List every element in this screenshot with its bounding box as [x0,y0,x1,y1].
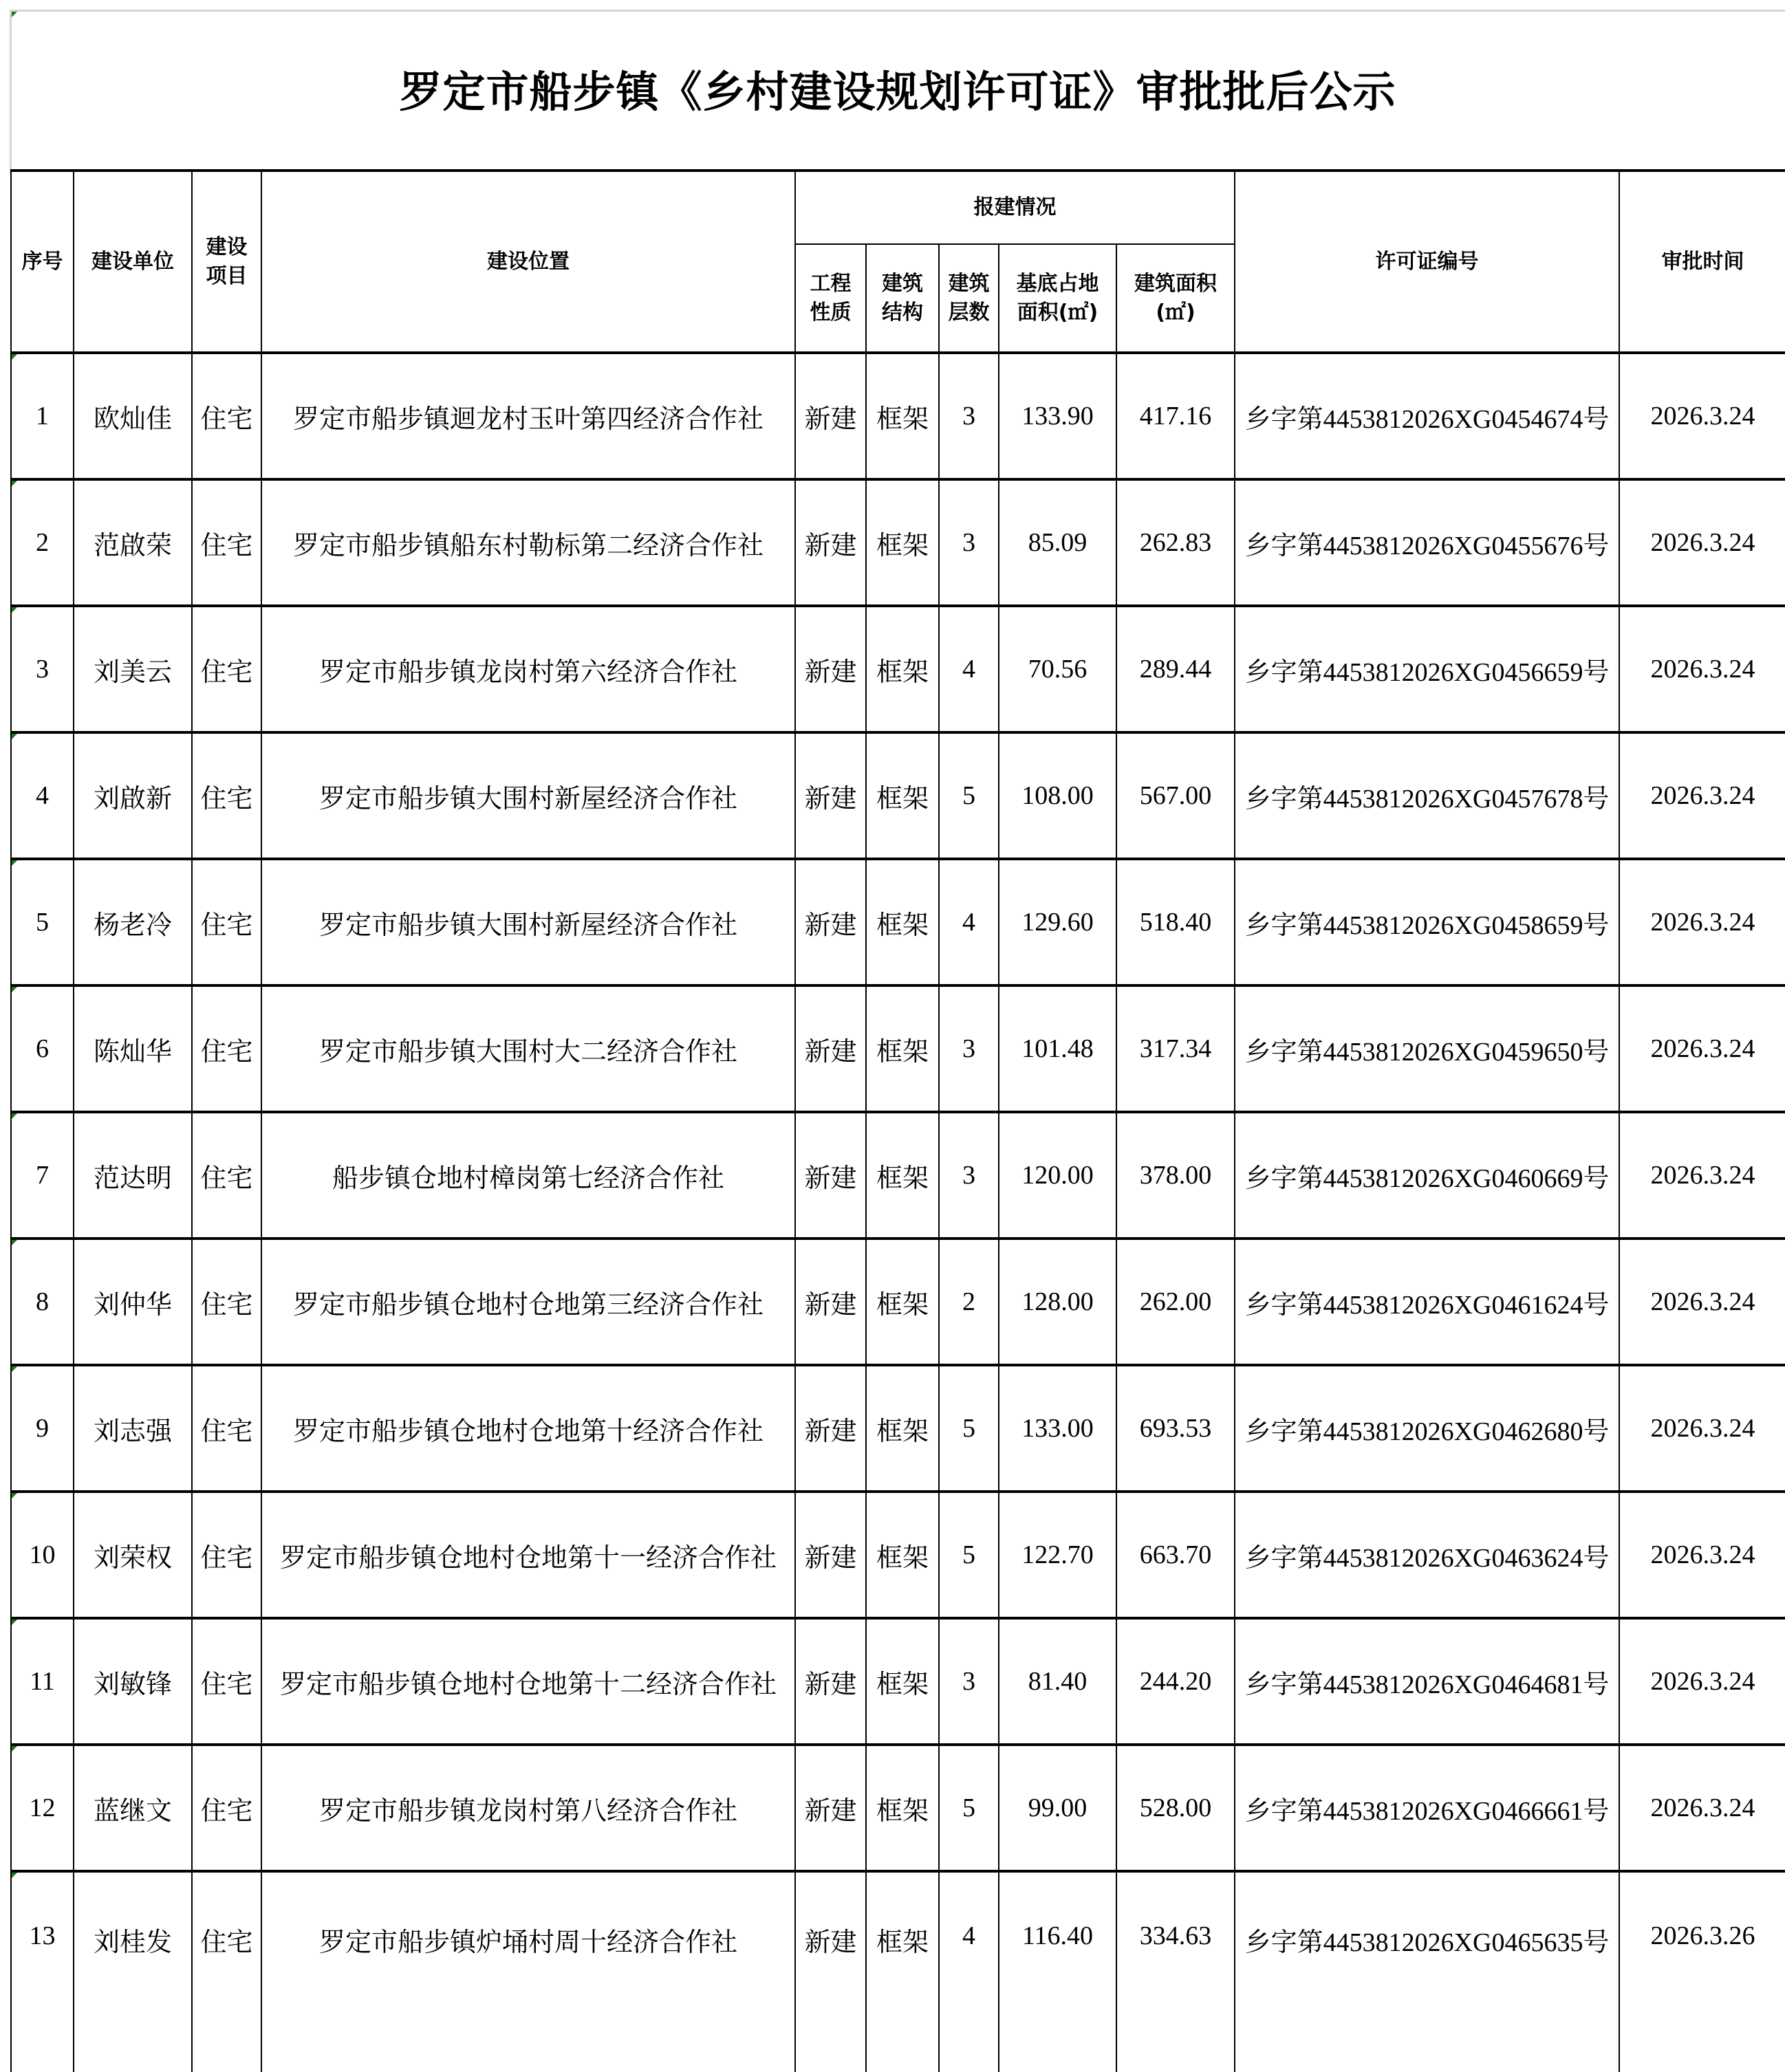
cell-comment-marker [12,1620,17,1625]
cell-seq-text: 12 [29,1793,56,1822]
cell-seq[interactable] [11,1618,74,1745]
cell-base-area[interactable]: 122.70 [999,1492,1116,1618]
header-nature [795,244,866,353]
cell-floor-area[interactable]: 262.83 [1116,479,1235,606]
cell-structure[interactable]: 框架 [866,1871,939,2072]
cell-project[interactable]: 住宅 [192,1112,261,1239]
cell-location[interactable]: 罗定市船步镇龙岗村第八经济合作社 [261,1745,795,1871]
cell-approval-date[interactable]: 2026.3.24 [1619,606,1785,732]
cell-floors[interactable]: 3 [939,1618,999,1745]
cell-seq-text: 11 [30,1667,55,1696]
cell-structure[interactable]: 框架 [866,1112,939,1239]
cell-approval-date[interactable]: 2026.3.24 [1619,985,1785,1112]
cell-permit-no[interactable]: 乡字第4453812026XG0454674号 [1235,353,1619,479]
cell-comment-marker [12,860,17,866]
cell-structure[interactable]: 框架 [866,1492,939,1618]
cell-project[interactable]: 住宅 [192,1492,261,1618]
cell-seq-text: 1 [36,402,49,430]
cell-permit-no[interactable]: 乡字第4453812026XG0461624号 [1235,1239,1619,1365]
cell-seq[interactable] [11,479,74,606]
cell-comment-marker [12,1240,17,1245]
cell-project[interactable]: 住宅 [192,1239,261,1365]
cell-seq-text: 2 [36,528,49,557]
cell-permit-no[interactable]: 乡字第4453812026XG0459650号 [1235,985,1619,1112]
table-row [11,606,1785,732]
cell-seq[interactable] [11,1112,74,1239]
cell-approval-date[interactable]: 2026.3.24 [1619,1365,1785,1492]
cell-structure[interactable]: 框架 [866,985,939,1112]
cell-seq[interactable] [11,1745,74,1871]
cell-base-area[interactable]: 128.00 [999,1239,1116,1365]
cell-project[interactable]: 住宅 [192,859,261,985]
cell-floors[interactable]: 4 [939,859,999,985]
cell-nature[interactable]: 新建 [795,1871,866,2072]
cell-seq-text: 6 [36,1034,49,1063]
table-row [11,1239,1785,1365]
cell-nature[interactable]: 新建 [795,1745,866,1871]
cell-approval-date[interactable]: 2026.3.24 [1619,479,1785,606]
header-project-line1: 建设 [206,235,248,259]
cell-seq[interactable] [11,606,74,732]
cell-location[interactable]: 罗定市船步镇大围村大二经济合作社 [261,985,795,1112]
cell-permit-no[interactable]: 乡字第4453812026XG0456659号 [1235,606,1619,732]
header-nature-line2: 性质 [810,300,852,325]
cell-floor-area[interactable]: 289.44 [1116,606,1235,732]
cell-floor-area[interactable]: 567.00 [1116,732,1235,859]
header-floor-area-line2: (㎡) [1156,300,1196,325]
header-nature-line1: 工程 [810,271,852,296]
cell-permit-no[interactable]: 乡字第4453812026XG0455676号 [1235,479,1619,606]
cell-floors[interactable]: 3 [939,1112,999,1239]
header-approval-date: 审批时间 [1619,171,1785,353]
cell-approval-date[interactable]: 2026.3.26 [1619,1871,1785,2072]
cell-permit-no[interactable]: 乡字第4453812026XG0460669号 [1235,1112,1619,1239]
cell-project[interactable]: 住宅 [192,1745,261,1871]
cell-comment-marker [12,1113,17,1119]
table-row [11,859,1785,985]
cell-location[interactable]: 船步镇仓地村樟岗第七经济合作社 [261,1112,795,1239]
sheet-frame-top [10,10,1785,12]
permit-table [10,169,1785,2072]
cell-location[interactable]: 罗定市船步镇仓地村仓地第三经济合作社 [261,1239,795,1365]
cell-structure[interactable]: 框架 [866,732,939,859]
cell-floors[interactable]: 3 [939,985,999,1112]
cell-base-area[interactable]: 81.40 [999,1618,1116,1745]
cell-base-area[interactable]: 101.48 [999,985,1116,1112]
table-header [11,171,1785,353]
table-row [11,1492,1785,1618]
header-builder: 建设单位 [74,171,192,353]
cell-builder[interactable]: 刘美云 [74,606,192,732]
cell-floor-area[interactable]: 518.40 [1116,859,1235,985]
cell-comment-marker [12,734,17,739]
cell-builder[interactable]: 蓝继文 [74,1745,192,1871]
cell-permit-no[interactable]: 乡字第4453812026XG0463624号 [1235,1492,1619,1618]
cell-approval-date[interactable]: 2026.3.24 [1619,1618,1785,1745]
header-floors-line2: 层数 [948,300,990,325]
cell-approval-date[interactable]: 2026.3.24 [1619,1112,1785,1239]
table-row [11,479,1785,606]
cell-comment-marker [12,1493,17,1498]
cell-comment-marker [12,1366,17,1372]
cell-floors[interactable]: 5 [939,1745,999,1871]
cell-approval-date[interactable]: 2026.3.24 [1619,353,1785,479]
cell-comment-marker [12,12,17,17]
cell-floor-area[interactable]: 528.00 [1116,1745,1235,1871]
header-structure [866,244,939,353]
cell-seq-text: 4 [36,781,49,810]
header-project [192,171,261,353]
cell-structure[interactable]: 框架 [866,1365,939,1492]
cell-approval-date[interactable]: 2026.3.24 [1619,732,1785,859]
cell-seq[interactable] [11,353,74,479]
cell-comment-marker [12,607,17,613]
cell-builder[interactable]: 范达明 [74,1112,192,1239]
cell-structure[interactable]: 框架 [866,859,939,985]
cell-structure[interactable]: 框架 [866,1745,939,1871]
cell-builder[interactable]: 陈灿华 [74,985,192,1112]
cell-seq[interactable] [11,859,74,985]
cell-location[interactable]: 罗定市船步镇大围村新屋经济合作社 [261,732,795,859]
cell-permit-no[interactable]: 乡字第4453812026XG0462680号 [1235,1365,1619,1492]
header-floors-line1: 建筑 [948,271,990,296]
cell-structure[interactable]: 框架 [866,353,939,479]
cell-floors[interactable]: 4 [939,1871,999,2072]
cell-builder[interactable]: 刘荣权 [74,1492,192,1618]
cell-project[interactable]: 住宅 [192,353,261,479]
cell-nature[interactable]: 新建 [795,606,866,732]
cell-comment-marker [12,481,17,486]
header-floor-area [1116,244,1235,353]
cell-comment-marker [12,1873,17,1878]
cell-location[interactable]: 罗定市船步镇大围村新屋经济合作社 [261,859,795,985]
cell-seq-text: 9 [36,1414,49,1443]
cell-location[interactable]: 罗定市船步镇船东村勒标第二经济合作社 [261,479,795,606]
cell-comment-marker [12,1746,17,1752]
cell-base-area[interactable]: 133.00 [999,1365,1116,1492]
cell-seq[interactable] [11,1871,74,2072]
cell-floors[interactable]: 5 [939,1365,999,1492]
cell-project[interactable]: 住宅 [192,1871,261,2072]
cell-floors[interactable]: 5 [939,1492,999,1618]
cell-seq[interactable] [11,1239,74,1365]
header-structure-line1: 建筑 [882,271,923,296]
cell-permit-no[interactable]: 乡字第4453812026XG0457678号 [1235,732,1619,859]
cell-approval-date[interactable]: 2026.3.24 [1619,1239,1785,1365]
cell-floor-area[interactable]: 417.16 [1116,353,1235,479]
cell-builder[interactable]: 范啟荣 [74,479,192,606]
cell-structure[interactable]: 框架 [866,1239,939,1365]
cell-nature[interactable]: 新建 [795,1112,866,1239]
cell-floors[interactable]: 3 [939,479,999,606]
cell-floor-area[interactable]: 693.53 [1116,1365,1235,1492]
header-base-area-line2: 面积(㎡) [1017,300,1099,325]
table-row [11,1871,1785,2072]
cell-floor-area[interactable]: 244.20 [1116,1618,1235,1745]
cell-location[interactable]: 罗定市船步镇迴龙村玉叶第四经济合作社 [261,353,795,479]
cell-base-area[interactable]: 108.00 [999,732,1116,859]
cell-builder[interactable]: 刘桂发 [74,1871,192,2072]
cell-floor-area[interactable]: 334.63 [1116,1871,1235,2072]
cell-floors[interactable]: 4 [939,606,999,732]
cell-seq[interactable] [11,1365,74,1492]
cell-structure[interactable]: 框架 [866,606,939,732]
cell-nature[interactable]: 新建 [795,353,866,479]
cell-nature[interactable]: 新建 [795,859,866,985]
cell-builder[interactable]: 刘仲华 [74,1239,192,1365]
cell-nature[interactable]: 新建 [795,985,866,1112]
table-row [11,1112,1785,1239]
cell-seq-text: 10 [29,1540,56,1569]
table-body [11,353,1785,2072]
cell-approval-date[interactable]: 2026.3.24 [1619,1492,1785,1618]
cell-seq[interactable] [11,1492,74,1618]
cell-permit-no[interactable]: 乡字第4453812026XG0464681号 [1235,1618,1619,1745]
table-row [11,732,1785,859]
cell-project[interactable]: 住宅 [192,732,261,859]
cell-nature[interactable]: 新建 [795,1618,866,1745]
cell-seq-text: 8 [36,1287,49,1316]
cell-seq-text: 13 [29,1921,56,1950]
header-project-line2: 项目 [206,263,248,288]
cell-base-area[interactable]: 133.90 [999,353,1116,479]
header-base-area-line1: 基底占地 [1016,271,1099,296]
cell-base-area[interactable]: 70.56 [999,606,1116,732]
table-row [11,1365,1785,1492]
table-row [11,353,1785,479]
cell-builder[interactable]: 杨老冷 [74,859,192,985]
cell-floors[interactable]: 2 [939,1239,999,1365]
cell-nature[interactable]: 新建 [795,479,866,606]
cell-approval-date[interactable]: 2026.3.24 [1619,859,1785,985]
cell-nature[interactable]: 新建 [795,732,866,859]
header-seq: 序号 [11,171,74,353]
header-floors [939,244,999,353]
header-group-report: 报建情况 [795,171,1235,244]
cell-nature[interactable]: 新建 [795,1492,866,1618]
cell-project[interactable]: 住宅 [192,479,261,606]
cell-location[interactable]: 罗定市船步镇炉埇村周十经济合作社 [261,1871,795,2072]
page-title: 罗定市船步镇《乡村建设规划许可证》审批批后公示 [399,67,1396,117]
cell-builder[interactable]: 欧灿佳 [74,353,192,479]
header-base-area [999,244,1116,353]
cell-comment-marker [12,987,17,992]
cell-location[interactable]: 罗定市船步镇仓地村仓地第十二经济合作社 [261,1618,795,1745]
cell-project[interactable]: 住宅 [192,606,261,732]
cell-structure[interactable]: 框架 [866,479,939,606]
header-permit-no: 许可证编号 [1235,171,1619,353]
cell-permit-no[interactable]: 乡字第4453812026XG0458659号 [1235,859,1619,985]
cell-builder[interactable]: 刘啟新 [74,732,192,859]
cell-floor-area[interactable]: 378.00 [1116,1112,1235,1239]
cell-seq-text: 3 [36,655,49,684]
cell-seq[interactable] [11,732,74,859]
cell-seq-text: 5 [36,908,49,937]
cell-builder[interactable]: 刘志强 [74,1365,192,1492]
cell-nature[interactable]: 新建 [795,1239,866,1365]
cell-seq[interactable] [11,985,74,1112]
cell-permit-no[interactable]: 乡字第4453812026XG0466661号 [1235,1745,1619,1871]
cell-base-area[interactable]: 85.09 [999,479,1116,606]
cell-approval-date[interactable]: 2026.3.24 [1619,1745,1785,1871]
cell-floor-area[interactable]: 317.34 [1116,985,1235,1112]
cell-location[interactable]: 罗定市船步镇仓地村仓地第十一经济合作社 [261,1492,795,1618]
table-row [11,985,1785,1112]
table-row [11,1745,1785,1871]
cell-comment-marker [12,354,17,360]
cell-project[interactable]: 住宅 [192,985,261,1112]
header-location: 建设位置 [261,171,795,353]
cell-nature[interactable]: 新建 [795,1365,866,1492]
cell-project[interactable]: 住宅 [192,1365,261,1492]
table-row [11,1618,1785,1745]
header-floor-area-line1: 建筑面积 [1134,271,1218,296]
cell-base-area[interactable]: 129.60 [999,859,1116,985]
cell-base-area[interactable]: 116.40 [999,1871,1116,2072]
cell-structure[interactable]: 框架 [866,1618,939,1745]
cell-project[interactable]: 住宅 [192,1618,261,1745]
cell-base-area[interactable]: 99.00 [999,1745,1116,1871]
cell-permit-no[interactable]: 乡字第4453812026XG0465635号 [1235,1871,1619,2072]
cell-location[interactable]: 罗定市船步镇龙岗村第六经济合作社 [261,606,795,732]
cell-base-area[interactable]: 120.00 [999,1112,1116,1239]
header-structure-line2: 结构 [882,300,923,325]
cell-location[interactable]: 罗定市船步镇仓地村仓地第十经济合作社 [261,1365,795,1492]
cell-seq-text: 7 [36,1161,49,1190]
cell-builder[interactable]: 刘敏锋 [74,1618,192,1745]
cell-floor-area[interactable]: 663.70 [1116,1492,1235,1618]
cell-floor-area[interactable]: 262.00 [1116,1239,1235,1365]
cell-floors[interactable]: 5 [939,732,999,859]
cell-floors[interactable]: 3 [939,353,999,479]
